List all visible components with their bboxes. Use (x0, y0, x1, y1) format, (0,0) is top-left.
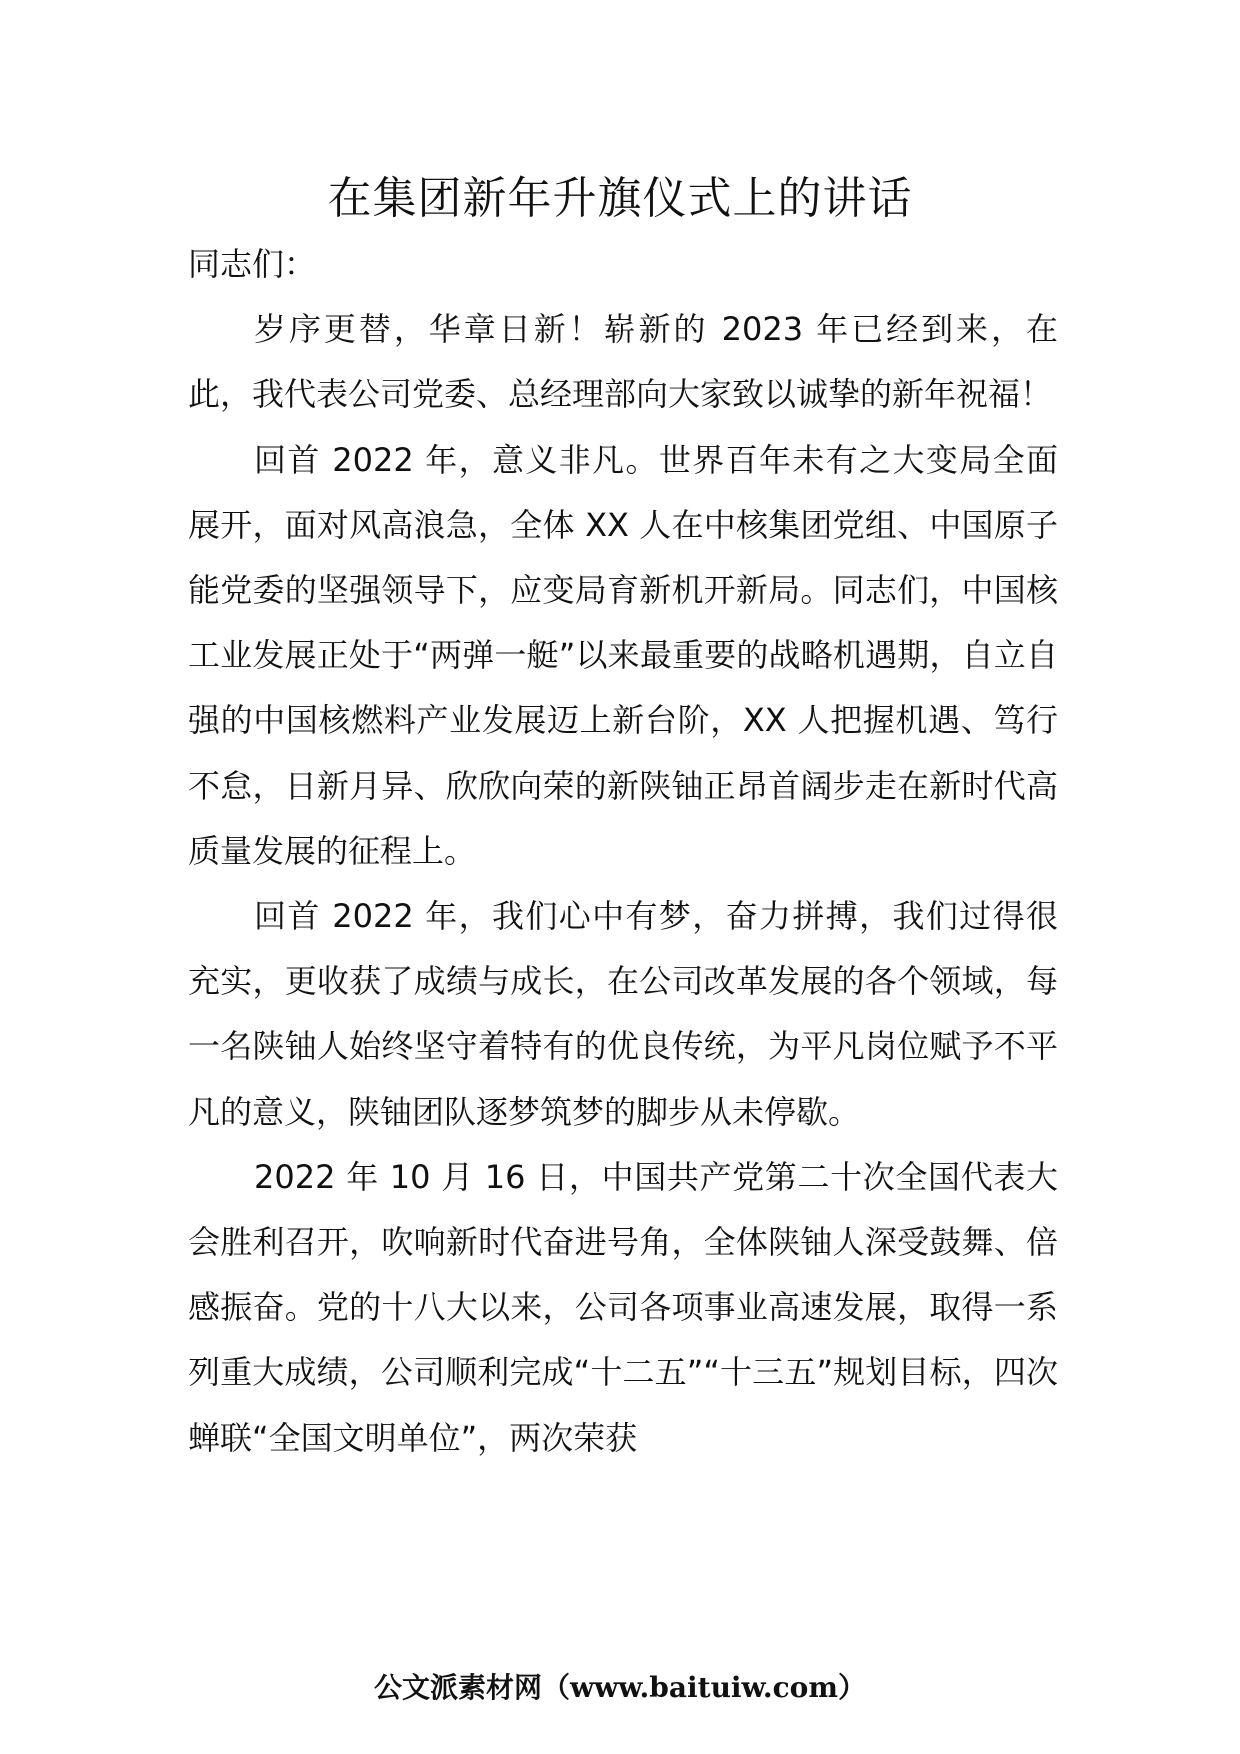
salutation: 同志们： (188, 245, 317, 283)
footer-source: 公文派素材网（www.baituiw.com） (374, 1671, 866, 1704)
paragraph-1: 岁序更替，华章日新！崭新的 2023 年已经到来，在此，我代表公司党委、总经理部向大家致以诚挚的新年祝福！ (188, 310, 1058, 414)
paragraph-4: 2022 年 10 月 16 日，中国共产党第二十次全国代表大会胜利召开，吹响新时代奋进号角，全体陕铀人深受鼓舞、倍感振奋。党的十八大以来，公司各项事业高速发展，取得一系列重大成绩，公司顺利完成“十二五”“十三五”规划目标，四次蝉联“全国文明单位”，两次荣获 (188, 1157, 1058, 1457)
document-body (188, 232, 1058, 1471)
document-title: 在集团新年升旗仪式上的讲话 (327, 173, 913, 224)
paragraph-2: 回首 2022 年，意义非凡。世界百年未有之大变局全面展开，面对风高浪急，全体 XX 人在中核集团党组、中国原子能党委的坚强领导下，应变局育新机开新局。同志们，中国核工业发展正处于“两弹一艇”以来最重要的战略机遇期，自立自强的中国核燃料产业发展迈上新台阶，XX 人把握机遇、笃行不怠，日新月异、欣欣向荣的新陕铀正昂首阔步走在新时代高质量发展的征程上。 (188, 440, 1058, 870)
paragraph-3: 回首 2022 年，我们心中有梦，奋力拼搏，我们过得很充实，更收获了成绩与成长，在公司改革发展的各个领域，每一名陕铀人始终坚守着特有的优良传统，为平凡岗位赋予不平凡的意义，陕铀团队逐梦筑梦的脚步从未停歇。 (188, 897, 1058, 1131)
